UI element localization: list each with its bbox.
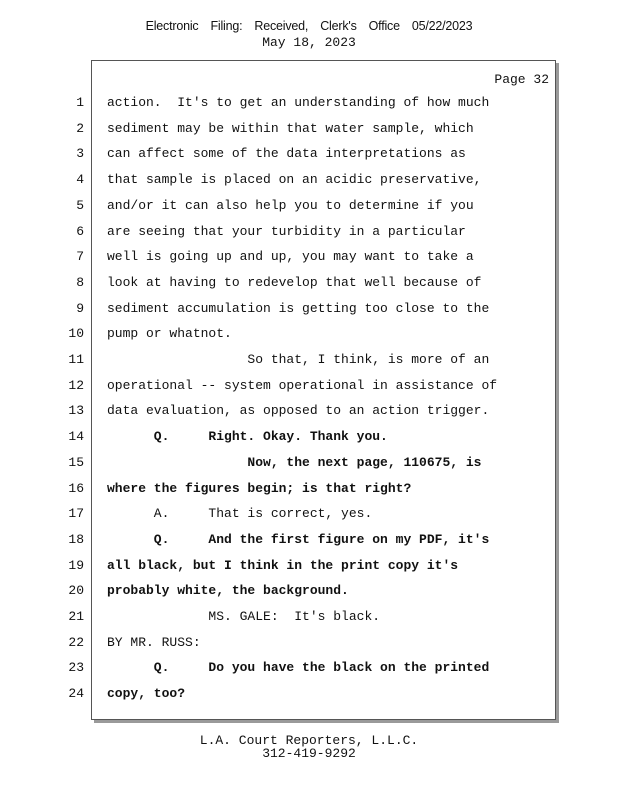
transcript-line-text: probably white, the background.	[107, 583, 349, 598]
filing-stamp-word: Electronic	[145, 19, 199, 33]
transcript-line-text: action. It's to get an understanding of how much	[107, 95, 490, 110]
line-number: 9	[76, 301, 84, 316]
transcript-line-text: data evaluation, as opposed to an action trigger.	[107, 403, 490, 418]
transcript-line-text: A. That is correct, yes.	[107, 506, 373, 521]
transcript-line-text: sediment may be within that water sample, which	[107, 121, 474, 136]
line-number: 11	[68, 352, 84, 367]
line-number: 18	[68, 532, 84, 547]
transcript-line-text: and/or it can also help you to determine if you	[107, 198, 474, 213]
footer-phone: 312-419-9292	[262, 746, 356, 761]
line-number: 15	[68, 455, 84, 470]
filing-stamp-word: 05/22/2023	[411, 19, 473, 33]
transcript-line-text: look at having to redevelop that well because of	[107, 275, 482, 290]
line-number: 24	[68, 686, 84, 701]
filing-stamp-word: Filing:	[210, 19, 243, 33]
line-number: 21	[68, 609, 84, 624]
transcript-line-text: BY MR. RUSS:	[107, 635, 201, 650]
transcript-line-text: Q. Right. Okay. Thank you.	[107, 429, 388, 444]
line-number: 19	[68, 558, 84, 573]
line-number: 2	[76, 121, 84, 136]
line-number: 16	[68, 481, 84, 496]
filing-stamp-word: Clerk's	[320, 19, 357, 33]
transcript-line-text: all black, but I think in the print copy it's	[107, 558, 459, 573]
line-number: 14	[68, 429, 84, 444]
line-number: 5	[76, 198, 84, 213]
line-number: 8	[76, 275, 84, 290]
line-number: 22	[68, 635, 84, 650]
transcript-line-text: copy, too?	[107, 686, 186, 701]
line-number: 17	[68, 506, 84, 521]
line-number: 23	[68, 660, 84, 675]
transcript-line-text: are seeing that your turbidity in a particular	[107, 224, 466, 239]
line-number: 6	[76, 224, 84, 239]
transcript-line-text: operational -- system operational in assistance of	[107, 378, 498, 393]
line-number: 20	[68, 583, 84, 598]
filing-stamp-word: Office	[368, 19, 400, 33]
electronic-filing-stamp	[0, 19, 618, 33]
transcript-line-text: So that, I think, is more of an	[107, 352, 490, 367]
transcript-line-text: Now, the next page, 110675, is	[107, 455, 482, 470]
transcript-line-text: where the figures begin; is that right?	[107, 481, 412, 496]
line-number: 4	[76, 172, 84, 187]
transcript-line-text: that sample is placed on an acidic preservative,	[107, 172, 482, 187]
transcript-line-text: pump or whatnot.	[107, 326, 232, 341]
transcript-line-text: Q. Do you have the black on the printed	[107, 660, 490, 675]
transcript-line-text: can affect some of the data interpretations as	[107, 146, 466, 161]
line-number: 3	[76, 146, 84, 161]
transcript-line-text: MS. GALE: It's black.	[107, 609, 381, 624]
transcript-line-text: Q. And the first figure on my PDF, it's	[107, 532, 490, 547]
line-number: 1	[76, 95, 84, 110]
line-number: 7	[76, 249, 84, 264]
line-number: 10	[68, 326, 84, 341]
line-number: 13	[68, 403, 84, 418]
footer-company: L.A. Court Reporters, L.L.C.	[199, 733, 419, 748]
filing-stamp-word: Received,	[254, 19, 309, 33]
transcript-line-text: well is going up and up, you may want to take a	[107, 249, 474, 264]
page-number: Page 32	[494, 72, 549, 87]
deposition-date: May 18, 2023	[262, 35, 356, 50]
transcript-line-text: sediment accumulation is getting too close to the	[107, 301, 490, 316]
line-number: 12	[68, 378, 84, 393]
